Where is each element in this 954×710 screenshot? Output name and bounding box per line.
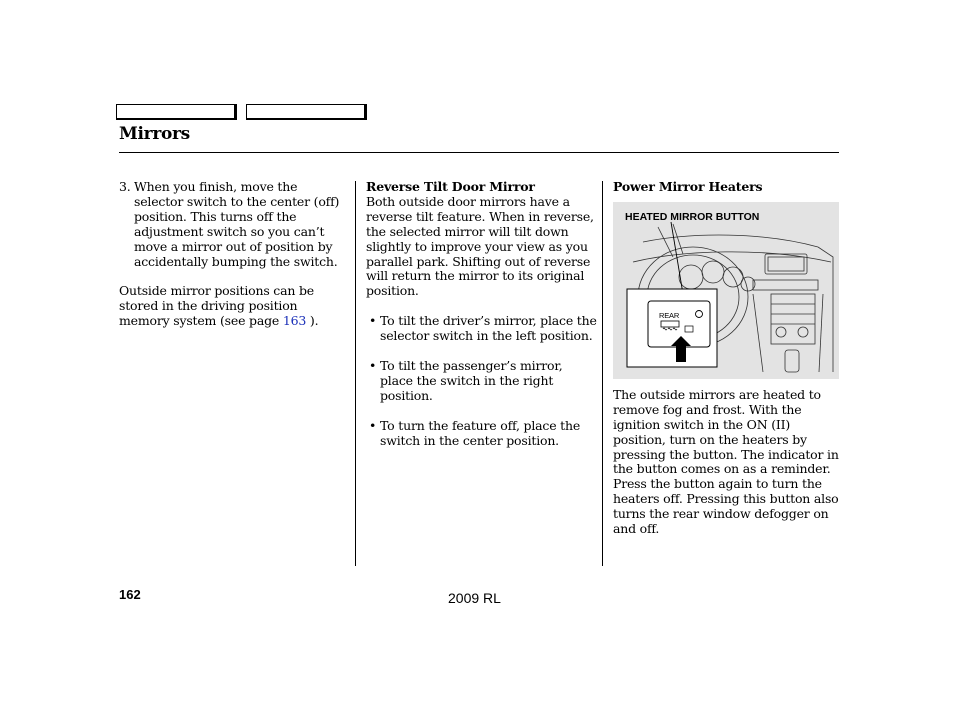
memory-text: Outside mirror positions can be stored in the driving position memory system (see page [119, 283, 314, 329]
mirror-heaters-heading: Power Mirror Heaters [613, 179, 763, 194]
bullet-text: To tilt the passenger’s mirror, place the switch in the right position. [380, 358, 563, 403]
column-divider-2 [602, 181, 603, 566]
bullet-passenger [369, 359, 598, 404]
title-divider [119, 152, 839, 153]
page-number: 162 [119, 587, 141, 602]
column-divider-1 [355, 181, 356, 566]
nav-button-previous[interactable] [116, 104, 237, 120]
bullet-marker: • [369, 417, 377, 433]
reverse-tilt-heading: Reverse Tilt Door Mirror [366, 179, 535, 194]
column-right [613, 180, 839, 537]
figure-label: HEATED MIRROR BUTTON [625, 210, 760, 223]
bullet-off [369, 419, 598, 449]
mirror-heaters-body: The outside mirrors are heated to remove fog and frost. With the ignition switch in the ON (II) position, turn on the heaters by pressing the button. The indicator in the button comes on as a reminder. Press the button again to turn the heaters off. Pressing this button also turns the rear window defogger on and off. [613, 386, 839, 537]
bullet-text: To tilt the driver’s mirror, place the selector switch in the left position. [380, 313, 597, 344]
memory-text-end: ). [306, 313, 319, 329]
bullet-marker: • [369, 313, 377, 329]
page-163-link[interactable]: 163 [282, 313, 307, 329]
heated-mirror-figure [613, 202, 839, 379]
bullet-driver [369, 314, 598, 344]
page-title: Mirrors [119, 124, 190, 144]
bullet-text: To turn the feature off, place the switch in the center position. [380, 417, 581, 448]
bullet-marker: • [369, 358, 377, 374]
nav-button-next[interactable] [246, 104, 367, 120]
step-number: 3. [119, 179, 131, 194]
reverse-tilt-intro: Both outside door mirrors have a reverse tilt feature. When in reverse, the selected mirror will tilt down slightly to improve your view as you parallel park. Shifting out of reverse will return the mirror to its original position. [366, 193, 594, 299]
step-text: When you finish, move the selector switch to the center (off) position. This turns off the adjustment switch so you can’t move a mirror out of position by accidentally bumping the switch. [134, 179, 340, 269]
column-left [119, 180, 344, 329]
memory-paragraph [119, 284, 344, 329]
column-middle [366, 180, 598, 449]
step-3 [119, 180, 344, 269]
footer-model: 2009 RL [448, 590, 501, 606]
rear-button-label: REAR [659, 310, 680, 320]
dashboard-illustration [613, 202, 839, 379]
